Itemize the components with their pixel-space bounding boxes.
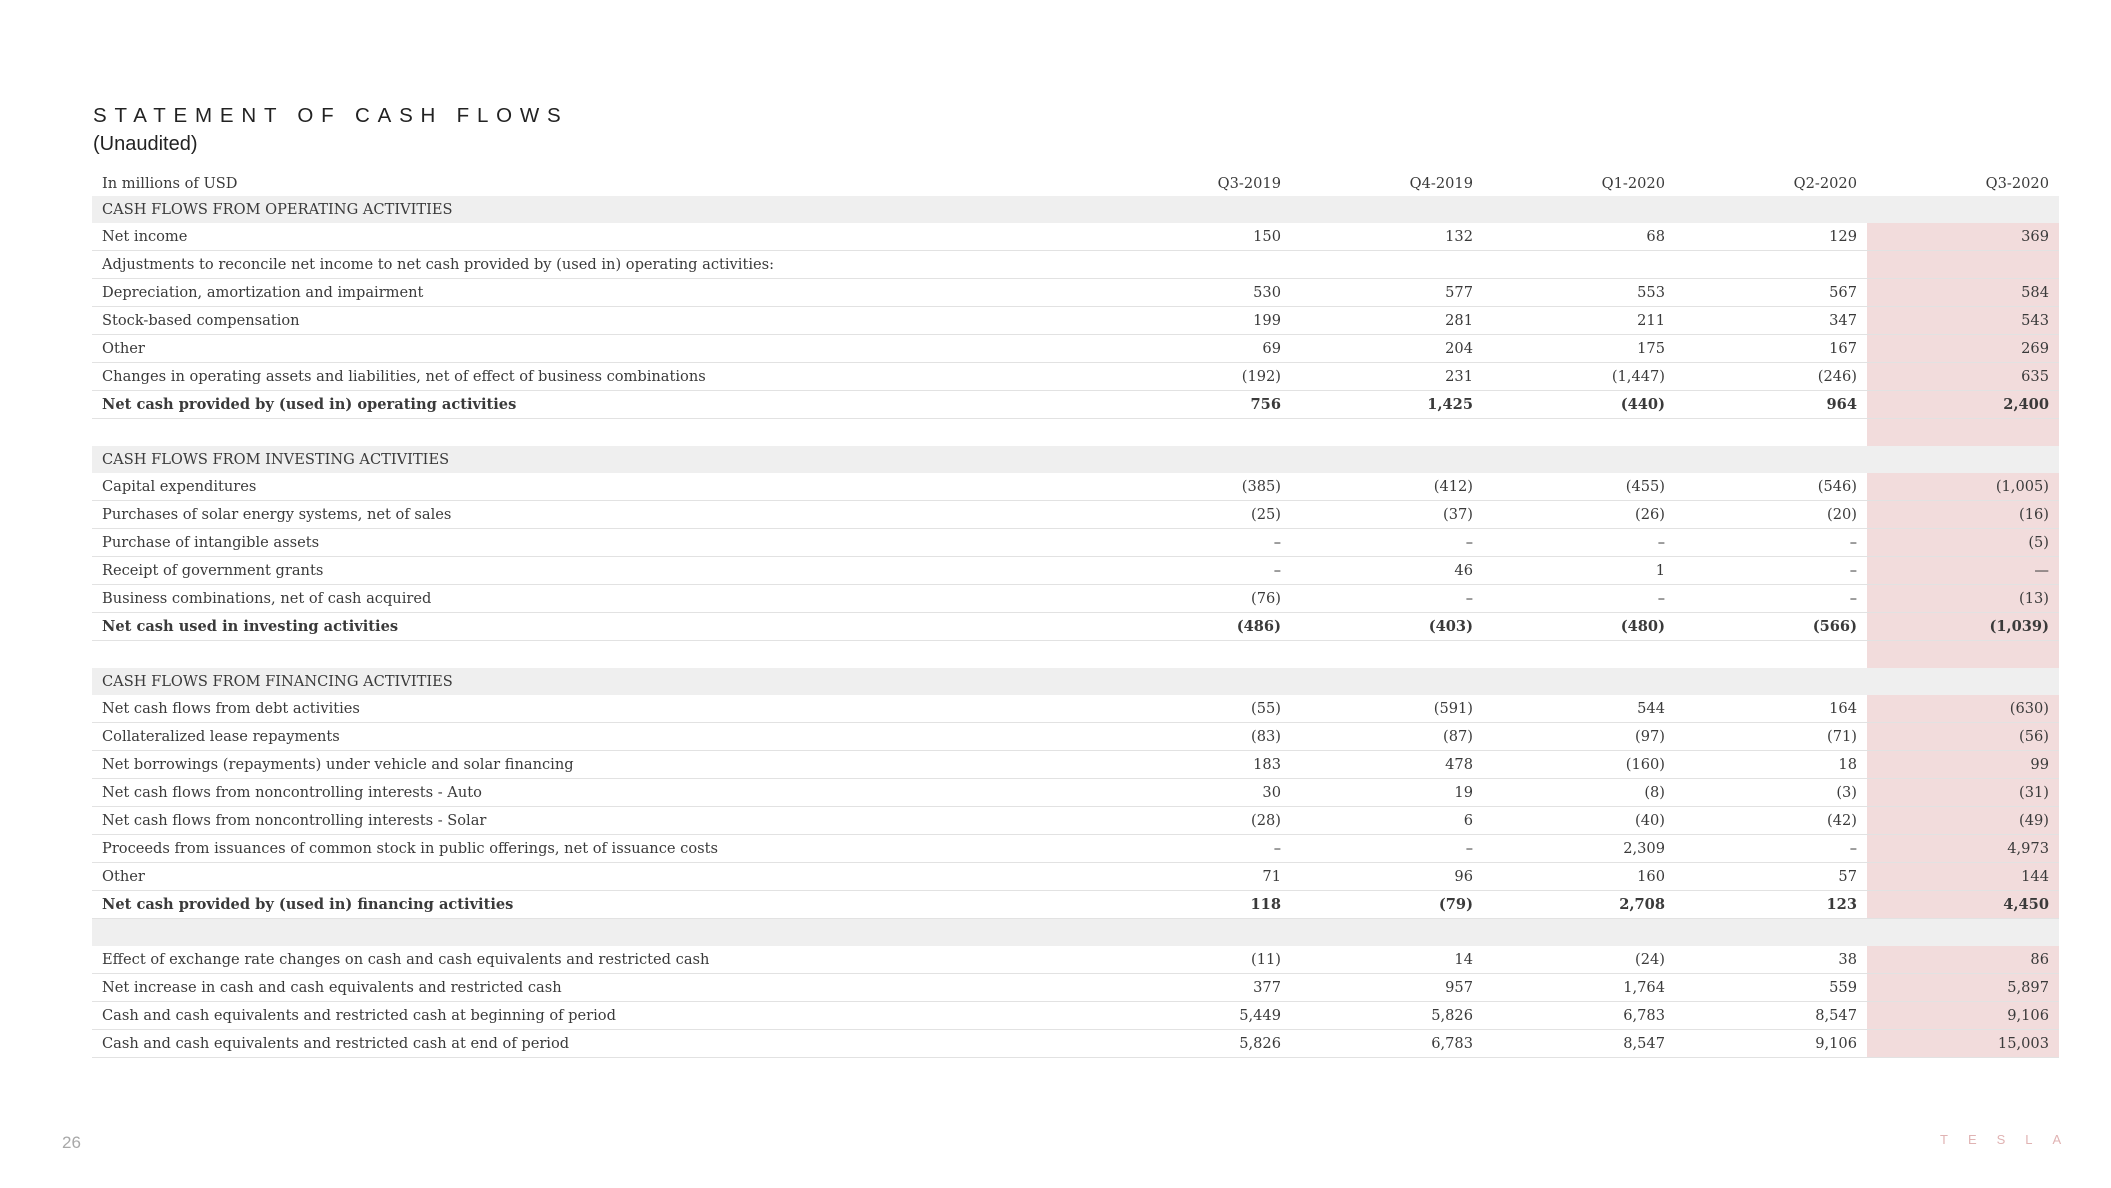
value-cell: (5)	[1867, 529, 2059, 557]
value-cell: 559	[1675, 974, 1867, 1002]
value-cell: 71	[1099, 863, 1291, 891]
spacer-cell	[1483, 419, 1675, 447]
section-header-row	[92, 446, 2059, 473]
value-cell: (1,039)	[1867, 613, 2059, 641]
total-row	[92, 391, 2059, 419]
spacer-cell	[1099, 641, 1291, 669]
value-cell: 30	[1099, 779, 1291, 807]
value-cell: 5,449	[1099, 1002, 1291, 1030]
value-cell: (83)	[1099, 723, 1291, 751]
value-cell: 160	[1483, 863, 1675, 891]
value-cell: (20)	[1675, 501, 1867, 529]
value-cell: –	[1291, 835, 1483, 863]
value-cell: 756	[1099, 391, 1291, 419]
value-cell: 369	[1867, 223, 2059, 251]
value-cell: –	[1675, 835, 1867, 863]
value-cell: 543	[1867, 307, 2059, 335]
value-cell: 199	[1099, 307, 1291, 335]
row-label: Proceeds from issuances of common stock in public offerings, net of issuance costs	[92, 835, 1099, 863]
row-label: Collateralized lease repayments	[92, 723, 1099, 751]
value-cell: (412)	[1291, 473, 1483, 501]
row-label: Other	[92, 335, 1099, 363]
value-cell: (246)	[1675, 363, 1867, 391]
value-cell: 347	[1675, 307, 1867, 335]
table-row	[92, 946, 2059, 974]
value-cell: 269	[1867, 335, 2059, 363]
value-cell: 5,826	[1291, 1002, 1483, 1030]
spacer-cell	[1867, 641, 2059, 669]
value-cell: –	[1291, 585, 1483, 613]
column-header: Q2-2020	[1793, 175, 1857, 192]
section-fill-cell	[1867, 668, 2059, 695]
value-cell: (24)	[1483, 946, 1675, 974]
value-cell	[1099, 251, 1291, 279]
table-row	[92, 529, 2059, 557]
value-cell: 164	[1675, 695, 1867, 723]
unit-label: In millions of USD	[102, 175, 238, 192]
value-cell: 5,826	[1099, 1030, 1291, 1058]
row-label: Cash and cash equivalents and restricted cash at end of period	[92, 1030, 1099, 1058]
value-cell: –	[1099, 835, 1291, 863]
value-cell: (403)	[1291, 613, 1483, 641]
value-cell: 8,547	[1483, 1030, 1675, 1058]
row-label: Net borrowings (repayments) under vehicle and solar financing	[92, 751, 1099, 779]
value-cell: –	[1483, 585, 1675, 613]
value-cell: 5,897	[1867, 974, 2059, 1002]
value-cell: 9,106	[1867, 1002, 2059, 1030]
table-row	[92, 557, 2059, 585]
table-body	[92, 196, 2059, 1058]
value-cell: (49)	[1867, 807, 2059, 835]
spacer-cell	[1483, 919, 1675, 947]
row-label: Business combinations, net of cash acquired	[92, 585, 1099, 613]
spacer-cell	[1675, 919, 1867, 947]
row-label: Changes in operating assets and liabilities, net of effect of business combinations	[92, 363, 1099, 391]
row-label: Stock-based compensation	[92, 307, 1099, 335]
page-number: 26	[62, 1133, 81, 1152]
spacer-cell	[1099, 919, 1291, 947]
value-cell: 15,003	[1867, 1030, 2059, 1058]
page-title: STATEMENT OF CASH FLOWS	[93, 104, 569, 127]
table-row	[92, 251, 2059, 279]
value-cell: (11)	[1099, 946, 1291, 974]
value-cell: (192)	[1099, 363, 1291, 391]
table-row	[92, 279, 2059, 307]
section-fill-cell	[1675, 668, 1867, 695]
table-row	[92, 585, 2059, 613]
row-label: Net increase in cash and cash equivalents and restricted cash	[92, 974, 1099, 1002]
value-cell: 544	[1483, 695, 1675, 723]
value-cell: (71)	[1675, 723, 1867, 751]
value-cell: (13)	[1867, 585, 2059, 613]
value-cell: 68	[1483, 223, 1675, 251]
section-fill-cell	[1099, 446, 1291, 473]
value-cell: 18	[1675, 751, 1867, 779]
spacer-cell	[92, 919, 1099, 947]
value-cell: 4,450	[1867, 891, 2059, 919]
value-cell: 19	[1291, 779, 1483, 807]
section-fill-cell	[1291, 196, 1483, 223]
table-row	[92, 1002, 2059, 1030]
total-row	[92, 891, 2059, 919]
value-cell: (3)	[1675, 779, 1867, 807]
value-cell: 1,764	[1483, 974, 1675, 1002]
section-fill-cell	[1099, 668, 1291, 695]
value-cell: 69	[1099, 335, 1291, 363]
value-cell: 86	[1867, 946, 2059, 974]
section-fill-cell	[1483, 446, 1675, 473]
value-cell: 118	[1099, 891, 1291, 919]
row-label: Adjustments to reconcile net income to net cash provided by (used in) operating activities:	[92, 251, 1099, 279]
value-cell: 957	[1291, 974, 1483, 1002]
value-cell: 1	[1483, 557, 1675, 585]
value-cell: (25)	[1099, 501, 1291, 529]
value-cell: (40)	[1483, 807, 1675, 835]
section-fill-cell	[1099, 196, 1291, 223]
value-cell: 2,400	[1867, 391, 2059, 419]
section-fill-cell	[1867, 196, 2059, 223]
value-cell: –	[1483, 529, 1675, 557]
table-row	[92, 1030, 2059, 1058]
value-cell: 38	[1675, 946, 1867, 974]
value-cell: 167	[1675, 335, 1867, 363]
value-cell: (56)	[1867, 723, 2059, 751]
spacer-cell	[1291, 919, 1483, 947]
value-cell: 2,708	[1483, 891, 1675, 919]
value-cell: 57	[1675, 863, 1867, 891]
value-cell: —	[1867, 557, 2059, 585]
value-cell: 99	[1867, 751, 2059, 779]
value-cell: 183	[1099, 751, 1291, 779]
spacer-cell	[1675, 641, 1867, 669]
value-cell: (8)	[1483, 779, 1675, 807]
section-header-row	[92, 196, 2059, 223]
table-row	[92, 363, 2059, 391]
row-label: Net cash used in investing activities	[92, 613, 1099, 641]
spacer-cell	[92, 641, 1099, 669]
row-label: Net cash flows from noncontrolling interests - Auto	[92, 779, 1099, 807]
section-fill-cell	[1867, 446, 2059, 473]
value-cell: 204	[1291, 335, 1483, 363]
section-label: CASH FLOWS FROM OPERATING ACTIVITIES	[92, 196, 1099, 223]
table-header-row	[92, 172, 2059, 196]
table-row	[92, 751, 2059, 779]
value-cell: (486)	[1099, 613, 1291, 641]
value-cell: 964	[1675, 391, 1867, 419]
table-row	[92, 335, 2059, 363]
value-cell: (28)	[1099, 807, 1291, 835]
value-cell: 9,106	[1675, 1030, 1867, 1058]
value-cell: (55)	[1099, 695, 1291, 723]
table-row	[92, 723, 2059, 751]
row-label: Net cash flows from noncontrolling interests - Solar	[92, 807, 1099, 835]
value-cell: (546)	[1675, 473, 1867, 501]
value-cell: 175	[1483, 335, 1675, 363]
value-cell: 8,547	[1675, 1002, 1867, 1030]
value-cell: 132	[1291, 223, 1483, 251]
section-label: CASH FLOWS FROM INVESTING ACTIVITIES	[92, 446, 1099, 473]
section-fill-cell	[1675, 446, 1867, 473]
table-row	[92, 835, 2059, 863]
spacer-row	[92, 641, 2059, 669]
value-cell: (385)	[1099, 473, 1291, 501]
value-cell: (566)	[1675, 613, 1867, 641]
value-cell: 2,309	[1483, 835, 1675, 863]
spacer-row	[92, 419, 2059, 447]
value-cell: (1,447)	[1483, 363, 1675, 391]
value-cell: 635	[1867, 363, 2059, 391]
row-label: Depreciation, amortization and impairment	[92, 279, 1099, 307]
section-fill-cell	[1483, 668, 1675, 695]
value-cell: (87)	[1291, 723, 1483, 751]
value-cell: (42)	[1675, 807, 1867, 835]
value-cell: (26)	[1483, 501, 1675, 529]
value-cell: 530	[1099, 279, 1291, 307]
spacer-cell	[1291, 419, 1483, 447]
spacer-cell	[1099, 419, 1291, 447]
value-cell: 6,783	[1483, 1002, 1675, 1030]
section-fill-cell	[1291, 446, 1483, 473]
value-cell	[1867, 251, 2059, 279]
value-cell: 281	[1291, 307, 1483, 335]
row-label: Capital expenditures	[92, 473, 1099, 501]
value-cell: (37)	[1291, 501, 1483, 529]
value-cell: –	[1675, 529, 1867, 557]
value-cell: 4,973	[1867, 835, 2059, 863]
row-label: Cash and cash equivalents and restricted cash at beginning of period	[92, 1002, 1099, 1030]
row-label: Net cash flows from debt activities	[92, 695, 1099, 723]
value-cell: –	[1099, 529, 1291, 557]
value-cell: (76)	[1099, 585, 1291, 613]
value-cell: –	[1099, 557, 1291, 585]
row-label: Net cash provided by (used in) financing activities	[92, 891, 1099, 919]
value-cell: 6,783	[1291, 1030, 1483, 1058]
spacer-cell	[92, 419, 1099, 447]
value-cell: 1,425	[1291, 391, 1483, 419]
spacer-cell	[1867, 419, 2059, 447]
value-cell: 211	[1483, 307, 1675, 335]
value-cell: 553	[1483, 279, 1675, 307]
table-row	[92, 223, 2059, 251]
separator-row	[92, 919, 2059, 947]
value-cell: 14	[1291, 946, 1483, 974]
section-fill-cell	[1291, 668, 1483, 695]
value-cell: 377	[1099, 974, 1291, 1002]
table-row	[92, 501, 2059, 529]
value-cell: (440)	[1483, 391, 1675, 419]
column-header: Q3-2019	[1217, 175, 1281, 192]
value-cell: (160)	[1483, 751, 1675, 779]
spacer-cell	[1867, 919, 2059, 947]
value-cell: 46	[1291, 557, 1483, 585]
table-row	[92, 807, 2059, 835]
value-cell: 567	[1675, 279, 1867, 307]
spacer-cell	[1675, 419, 1867, 447]
spacer-cell	[1291, 641, 1483, 669]
tesla-logo: TESLA	[1940, 1132, 2082, 1147]
value-cell: 96	[1291, 863, 1483, 891]
value-cell: 144	[1867, 863, 2059, 891]
value-cell: –	[1675, 557, 1867, 585]
value-cell: 123	[1675, 891, 1867, 919]
column-header: Q3-2020	[1985, 175, 2049, 192]
section-fill-cell	[1675, 196, 1867, 223]
value-cell: 231	[1291, 363, 1483, 391]
section-fill-cell	[1483, 196, 1675, 223]
section-label: CASH FLOWS FROM FINANCING ACTIVITIES	[92, 668, 1099, 695]
value-cell: 150	[1099, 223, 1291, 251]
table-row	[92, 695, 2059, 723]
value-cell: (16)	[1867, 501, 2059, 529]
row-label: Purchase of intangible assets	[92, 529, 1099, 557]
value-cell	[1291, 251, 1483, 279]
value-cell: (31)	[1867, 779, 2059, 807]
row-label: Other	[92, 863, 1099, 891]
row-label: Net income	[92, 223, 1099, 251]
table-row	[92, 307, 2059, 335]
value-cell: (480)	[1483, 613, 1675, 641]
value-cell: (630)	[1867, 695, 2059, 723]
value-cell: (79)	[1291, 891, 1483, 919]
value-cell: –	[1675, 585, 1867, 613]
table-row	[92, 779, 2059, 807]
row-label: Net cash provided by (used in) operating activities	[92, 391, 1099, 419]
value-cell: (97)	[1483, 723, 1675, 751]
value-cell: (455)	[1483, 473, 1675, 501]
cash-flow-table-container	[92, 172, 2059, 1058]
cash-flow-table	[92, 172, 2059, 1058]
table-row	[92, 863, 2059, 891]
value-cell: 478	[1291, 751, 1483, 779]
column-header: Q1-2020	[1601, 175, 1665, 192]
table-row	[92, 974, 2059, 1002]
value-cell: –	[1291, 529, 1483, 557]
value-cell: 6	[1291, 807, 1483, 835]
row-label: Purchases of solar energy systems, net of sales	[92, 501, 1099, 529]
column-header: Q4-2019	[1409, 175, 1473, 192]
value-cell: (591)	[1291, 695, 1483, 723]
row-label: Effect of exchange rate changes on cash and cash equivalents and restricted cash	[92, 946, 1099, 974]
value-cell: 129	[1675, 223, 1867, 251]
section-header-row	[92, 668, 2059, 695]
value-cell	[1675, 251, 1867, 279]
row-label: Receipt of government grants	[92, 557, 1099, 585]
value-cell	[1483, 251, 1675, 279]
value-cell: 577	[1291, 279, 1483, 307]
table-row	[92, 473, 2059, 501]
total-row	[92, 613, 2059, 641]
spacer-cell	[1483, 641, 1675, 669]
page-subtitle: (Unaudited)	[93, 133, 198, 155]
value-cell: (1,005)	[1867, 473, 2059, 501]
value-cell: 584	[1867, 279, 2059, 307]
